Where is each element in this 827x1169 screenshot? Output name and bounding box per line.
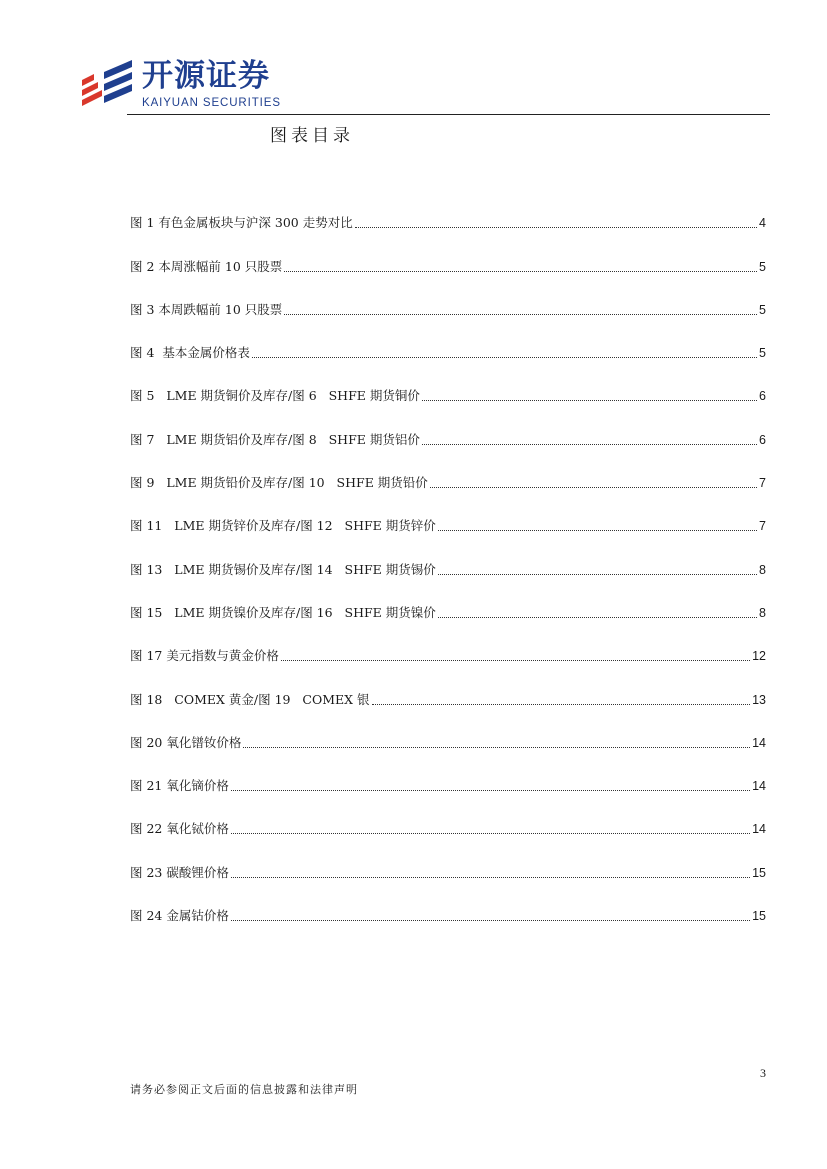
- toc-entry-text: 图 5 LME 期货铜价及库存/图 6 SHFE 期货铜价: [130, 388, 420, 404]
- toc-entry-text: 图 18 COMEX 黄金/图 19 COMEX 银: [130, 691, 370, 707]
- toc-leader-dots: [438, 530, 757, 531]
- page-number: 3: [760, 1066, 766, 1080]
- toc-entry-17[interactable]: [130, 883, 766, 926]
- toc-entry-page: 12: [752, 649, 766, 664]
- toc-entry-page: 8: [759, 562, 766, 577]
- toc-entry-text: 图 13 LME 期货锡价及库存/图 14 SHFE 期货锡价: [130, 561, 436, 577]
- toc-entry-text: 图 21 氧化镝价格: [130, 778, 229, 794]
- toc-leader-dots: [284, 271, 757, 272]
- toc-entry-6[interactable]: [130, 406, 766, 449]
- toc-entry-page: 8: [759, 605, 766, 620]
- toc-entry-page: 15: [752, 909, 766, 924]
- toc-entry-page: 5: [759, 346, 766, 361]
- toc-entry-text: 图 7 LME 期货铝价及库存/图 8 SHFE 期货铝价: [130, 431, 420, 447]
- toc-leader-dots: [355, 227, 757, 228]
- toc-leader-dots: [430, 487, 757, 488]
- toc-entry-text: 图 11 LME 期货锌价及库存/图 12 SHFE 期货锌价: [130, 518, 436, 534]
- toc-entry-text: 图 2 本周涨幅前 10 只股票: [130, 258, 283, 274]
- toc-leader-dots: [438, 617, 757, 618]
- toc-leader-dots: [243, 747, 750, 748]
- toc-leader-dots: [372, 704, 751, 705]
- toc-entry-2[interactable]: [130, 233, 766, 276]
- toc-entry-text: 图 15 LME 期货镍价及库存/图 16 SHFE 期货镍价: [130, 604, 436, 620]
- toc-entry-text: 图 1 有色金属板块与沪深 300 走势对比: [130, 215, 353, 231]
- toc-entry-text: 图 23 碳酸锂价格: [130, 864, 229, 880]
- toc-entry-page: 4: [759, 216, 766, 231]
- toc-leader-dots: [231, 833, 750, 834]
- toc-leader-dots: [422, 400, 757, 401]
- toc-entry-page: 7: [759, 519, 766, 534]
- toc-entry-10[interactable]: [130, 580, 766, 623]
- toc-entry-11[interactable]: [130, 623, 766, 666]
- toc-entry-page: 5: [759, 302, 766, 317]
- toc-entry-9[interactable]: [130, 536, 766, 579]
- toc-entry-page: 6: [759, 389, 766, 404]
- toc-leader-dots: [252, 357, 757, 358]
- toc-leader-dots: [422, 444, 757, 445]
- header-divider: [127, 114, 770, 115]
- toc-entry-text: 图 4 基本金属价格表: [130, 345, 250, 361]
- toc-entry-3[interactable]: [130, 277, 766, 320]
- toc-entry-1[interactable]: [130, 190, 766, 233]
- toc-leader-dots: [281, 660, 750, 661]
- toc-entry-15[interactable]: [130, 796, 766, 839]
- toc-entry-page: 6: [759, 432, 766, 447]
- toc-leader-dots: [438, 574, 757, 575]
- figure-table-of-contents: [130, 190, 766, 926]
- toc-entry-text: 图 24 金属钴价格: [130, 908, 229, 924]
- toc-entry-text: 图 22 氧化铽价格: [130, 821, 229, 837]
- logo-chinese-name: 开源证券: [142, 58, 270, 94]
- toc-entry-12[interactable]: [130, 666, 766, 709]
- toc-entry-page: 5: [759, 259, 766, 274]
- toc-entry-text: 图 17 美元指数与黄金价格: [130, 648, 279, 664]
- toc-entry-page: 7: [759, 476, 766, 491]
- toc-leader-dots: [231, 790, 750, 791]
- toc-entry-text: 图 3 本周跌幅前 10 只股票: [130, 301, 283, 317]
- toc-entry-text: 图 20 氧化镨钕价格: [130, 734, 242, 750]
- toc-entry-page: 13: [752, 692, 766, 707]
- kaiyuan-logo-icon: [80, 58, 136, 110]
- toc-entry-page: 15: [752, 865, 766, 880]
- toc-entry-page: 14: [752, 822, 766, 837]
- toc-entry-text: 图 9 LME 期货铅价及库存/图 10 SHFE 期货铅价: [130, 475, 428, 491]
- logo-english-name: KAIYUAN SECURITIES: [142, 97, 281, 109]
- toc-entry-5[interactable]: [130, 363, 766, 406]
- toc-entry-7[interactable]: [130, 450, 766, 493]
- toc-entry-8[interactable]: [130, 493, 766, 536]
- toc-entry-14[interactable]: [130, 753, 766, 796]
- footer-disclaimer: 请务必参阅正文后面的信息披露和法律声明: [130, 1083, 358, 1096]
- toc-leader-dots: [284, 314, 757, 315]
- page-header: [80, 58, 770, 116]
- toc-leader-dots: [231, 877, 750, 878]
- toc-entry-4[interactable]: [130, 320, 766, 363]
- toc-entry-page: 14: [752, 735, 766, 750]
- toc-entry-16[interactable]: [130, 839, 766, 882]
- toc-entry-page: 14: [752, 779, 766, 794]
- toc-title: 图表目录: [270, 126, 354, 146]
- toc-leader-dots: [231, 920, 750, 921]
- toc-entry-13[interactable]: [130, 710, 766, 753]
